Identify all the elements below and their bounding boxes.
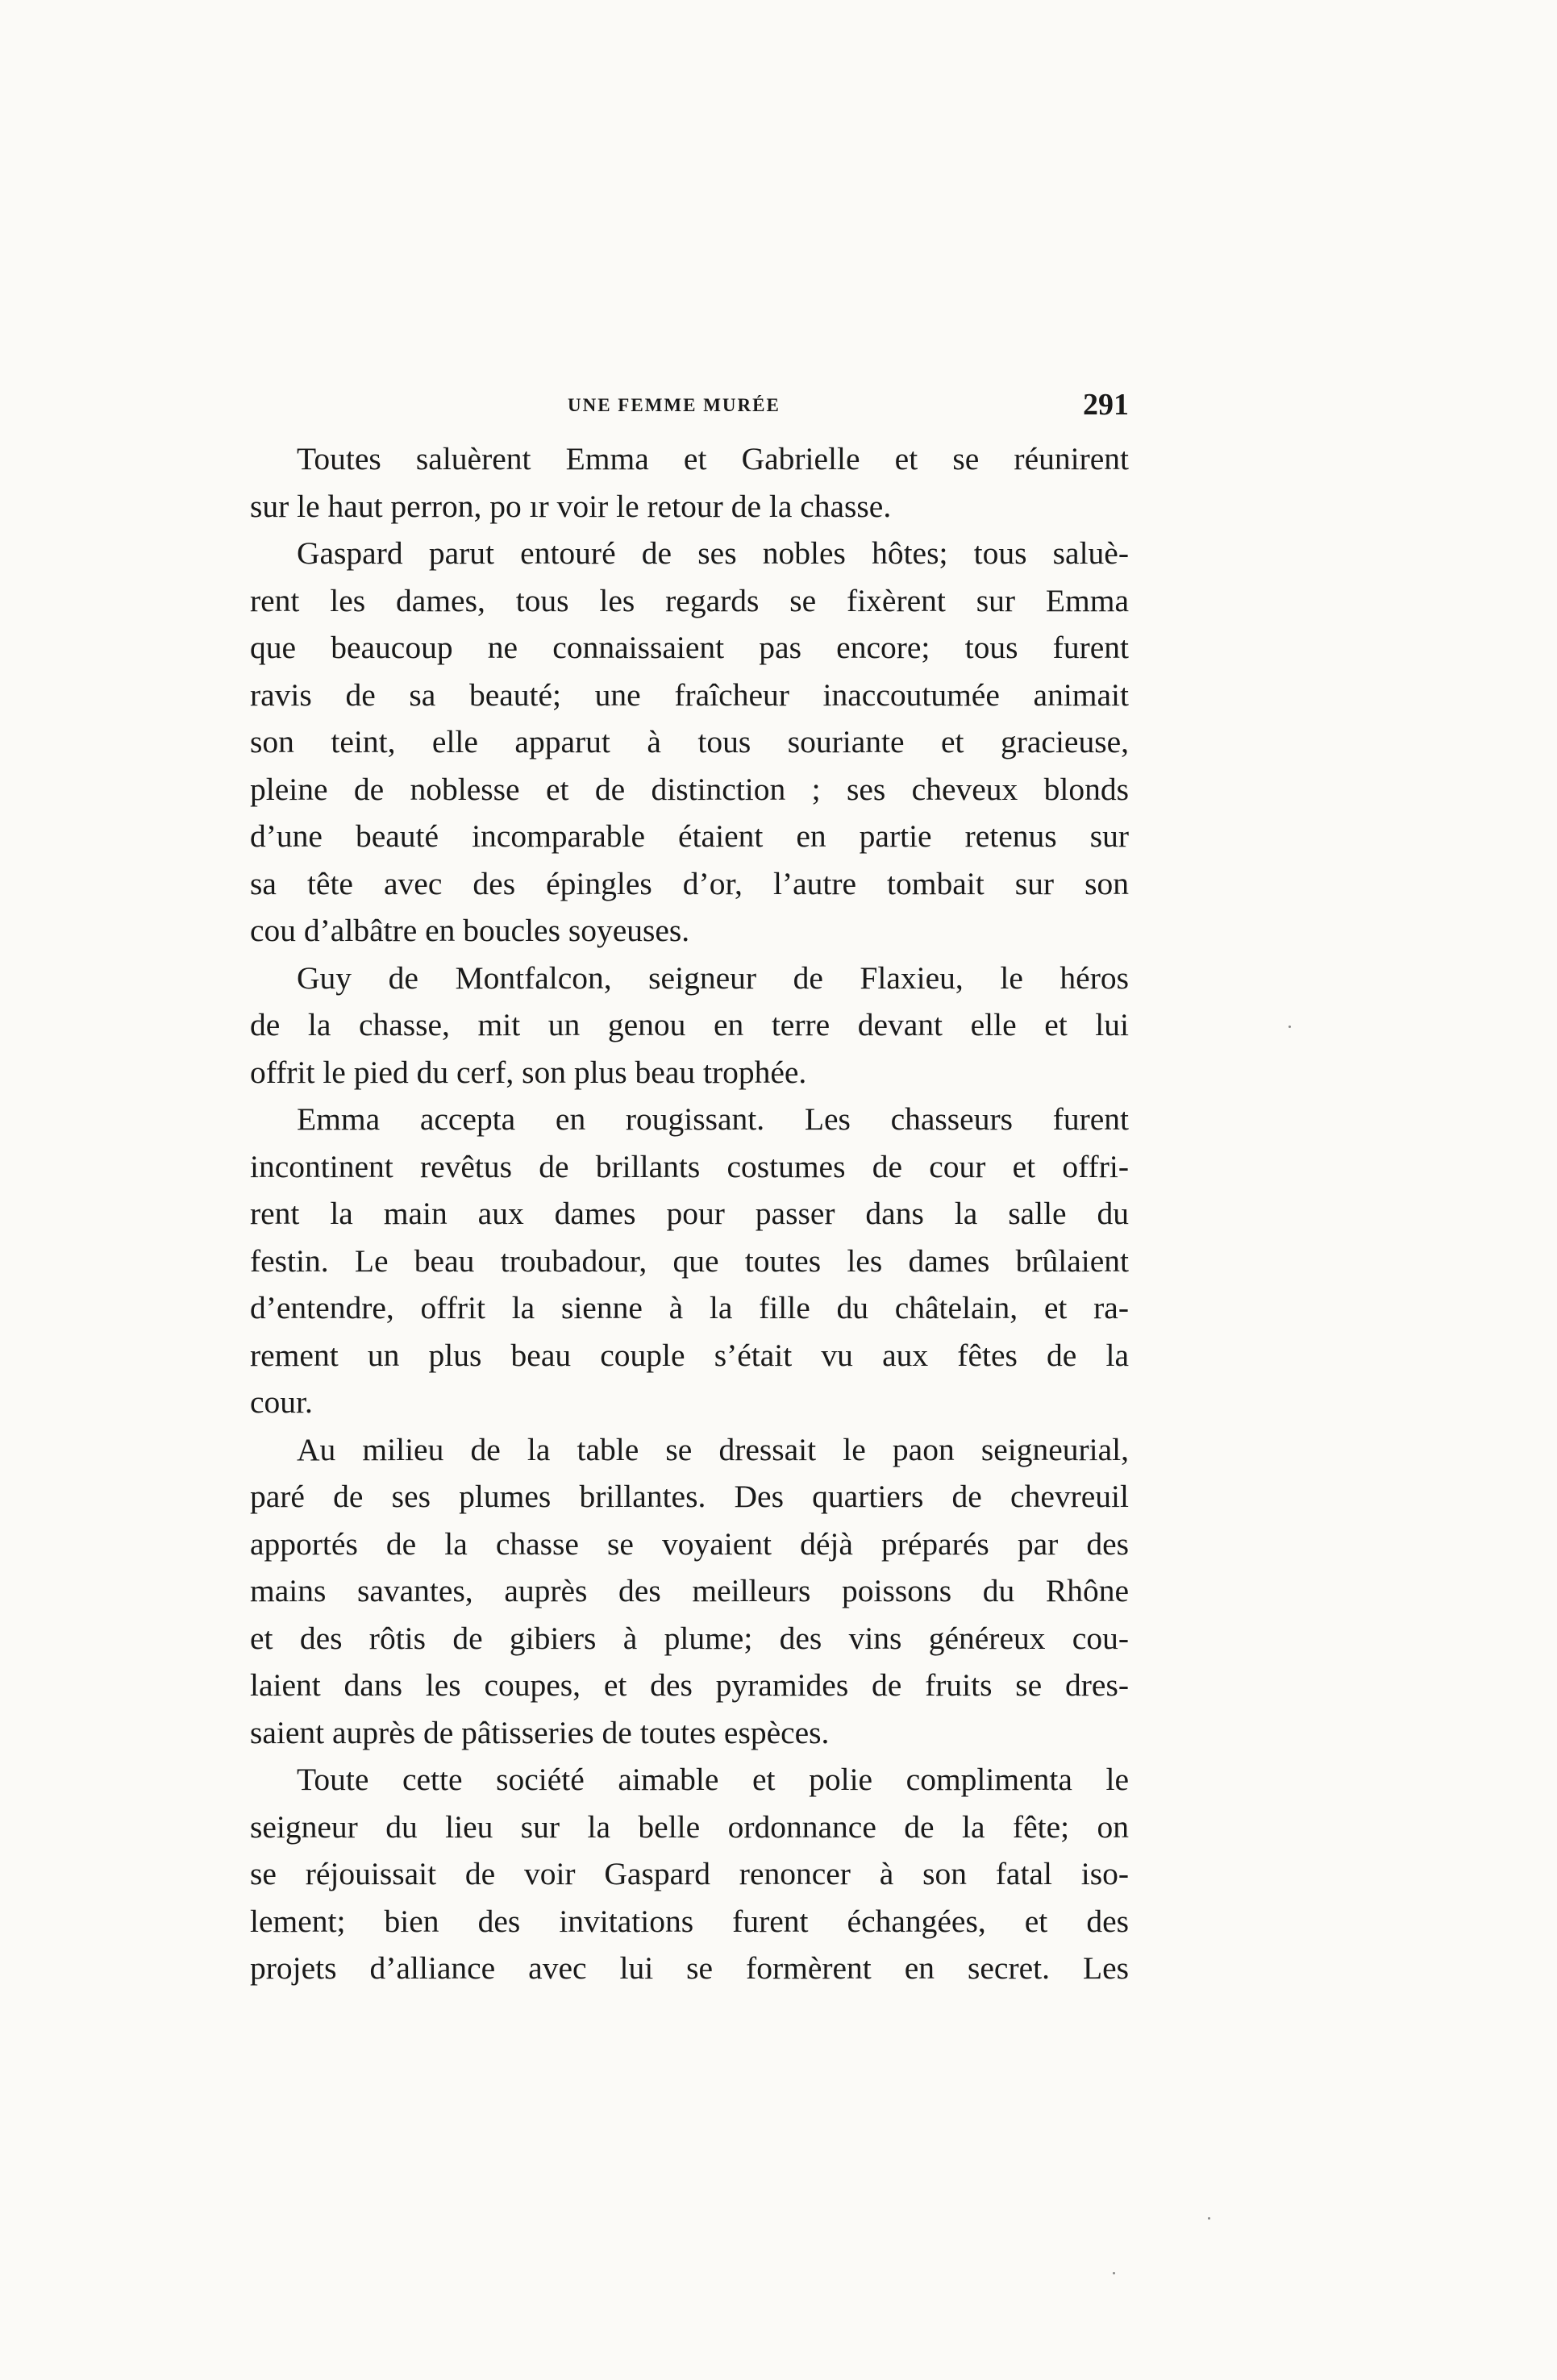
text-line: rent la main aux dames pour passer dans la salle du <box>250 1196 1129 1231</box>
text-line: rement un plus beau couple s’était vu aux fêtes de la <box>250 1337 1129 1373</box>
text-line: Emma accepta en rougissant. Les chasseurs furent <box>297 1101 1129 1137</box>
text-line: lement; bien des invitations furent échangées, et des <box>250 1903 1129 1939</box>
text-line: ravis de sa beauté; une fraîcheur inaccoutumée animait <box>250 676 1129 713</box>
page-header <box>250 387 1129 435</box>
text-line: incontinent revêtus de brillants costumes de cour et offri- <box>250 1148 1129 1184</box>
text-line: Au milieu de la table se dressait le paon seigneurial, <box>297 1431 1129 1467</box>
paragraph-1 <box>250 435 1129 530</box>
paragraph-6 <box>250 1756 1129 1992</box>
text-line: Guy de Montfalcon, seigneur de Flaxieu, le héros <box>297 959 1129 996</box>
text-line: Gaspard parut entouré de ses nobles hôtes; tous saluè- <box>297 535 1129 571</box>
text-line: sa tête avec des épingles d’or, l’autre tombait sur son <box>250 865 1129 901</box>
text-line: Toute cette société aimable et polie complimenta le <box>297 1762 1129 1797</box>
paper-speck <box>1288 1026 1291 1028</box>
text-line: apportés de la chasse se voyaient déjà préparés par des <box>250 1525 1129 1562</box>
paragraph-2 <box>250 530 1129 955</box>
text-line: d’une beauté incomparable étaient en partie retenus sur <box>250 818 1129 854</box>
paper-speck <box>1113 2272 1115 2274</box>
body-text <box>250 435 1129 1992</box>
text-line: et des rôtis de gibiers à plume; des vins généreux cou- <box>250 1620 1129 1656</box>
text-line: cou d’albâtre en boucles soyeuses. <box>250 913 690 948</box>
paragraph-5 <box>250 1426 1129 1757</box>
text-line: cour. <box>250 1384 313 1420</box>
text-line: sur le haut perron, po ır voir le retour de la chasse. <box>250 488 892 524</box>
text-line: Toutes saluèrent Emma et Gabrielle et se réunirent <box>297 441 1129 476</box>
text-line: pleine de noblesse et de distinction ; ses cheveux blonds <box>250 771 1129 807</box>
text-line: de la chasse, mit un genou en terre devant elle et lui <box>250 1007 1129 1042</box>
text-line: seigneur du lieu sur la belle ordonnance de la fête; on <box>250 1808 1129 1845</box>
paragraph-4 <box>250 1096 1129 1426</box>
text-line: se réjouissait de voir Gaspard renoncer à son fatal iso- <box>250 1856 1129 1891</box>
paper-speck <box>1208 2217 1210 2220</box>
text-line: d’entendre, offrit la sienne à la fille du châtelain, et ra- <box>250 1290 1129 1325</box>
text-line: son teint, elle apparut à tous souriante et gracieuse, <box>250 724 1129 759</box>
text-line: projets d’alliance avec lui se formèrent en secret. Les <box>250 1950 1129 1986</box>
text-line: festin. Le beau troubadour, que toutes les dames brûlaient <box>250 1242 1129 1279</box>
text-line: paré de ses plumes brillantes. Des quartiers de chevreuil <box>250 1479 1129 1514</box>
paragraph-3 <box>250 955 1129 1096</box>
running-title: UNE FEMME MURÉE <box>568 395 781 415</box>
text-line: mains savantes, auprès des meilleurs poissons du Rhône <box>250 1573 1129 1608</box>
text-line: laient dans les coupes, et des pyramides de fruits se dres- <box>250 1667 1129 1703</box>
text-line: offrit le pied du cerf, son plus beau trophée. <box>250 1054 807 1090</box>
text-line: que beaucoup ne connaissaient pas encore; tous furent <box>250 630 1129 665</box>
page-number: 291 <box>1083 388 1129 422</box>
text-line: saient auprès de pâtisseries de toutes espèces. <box>250 1714 830 1750</box>
text-line: rent les dames, tous les regards se fixèrent sur Emma <box>250 582 1129 618</box>
